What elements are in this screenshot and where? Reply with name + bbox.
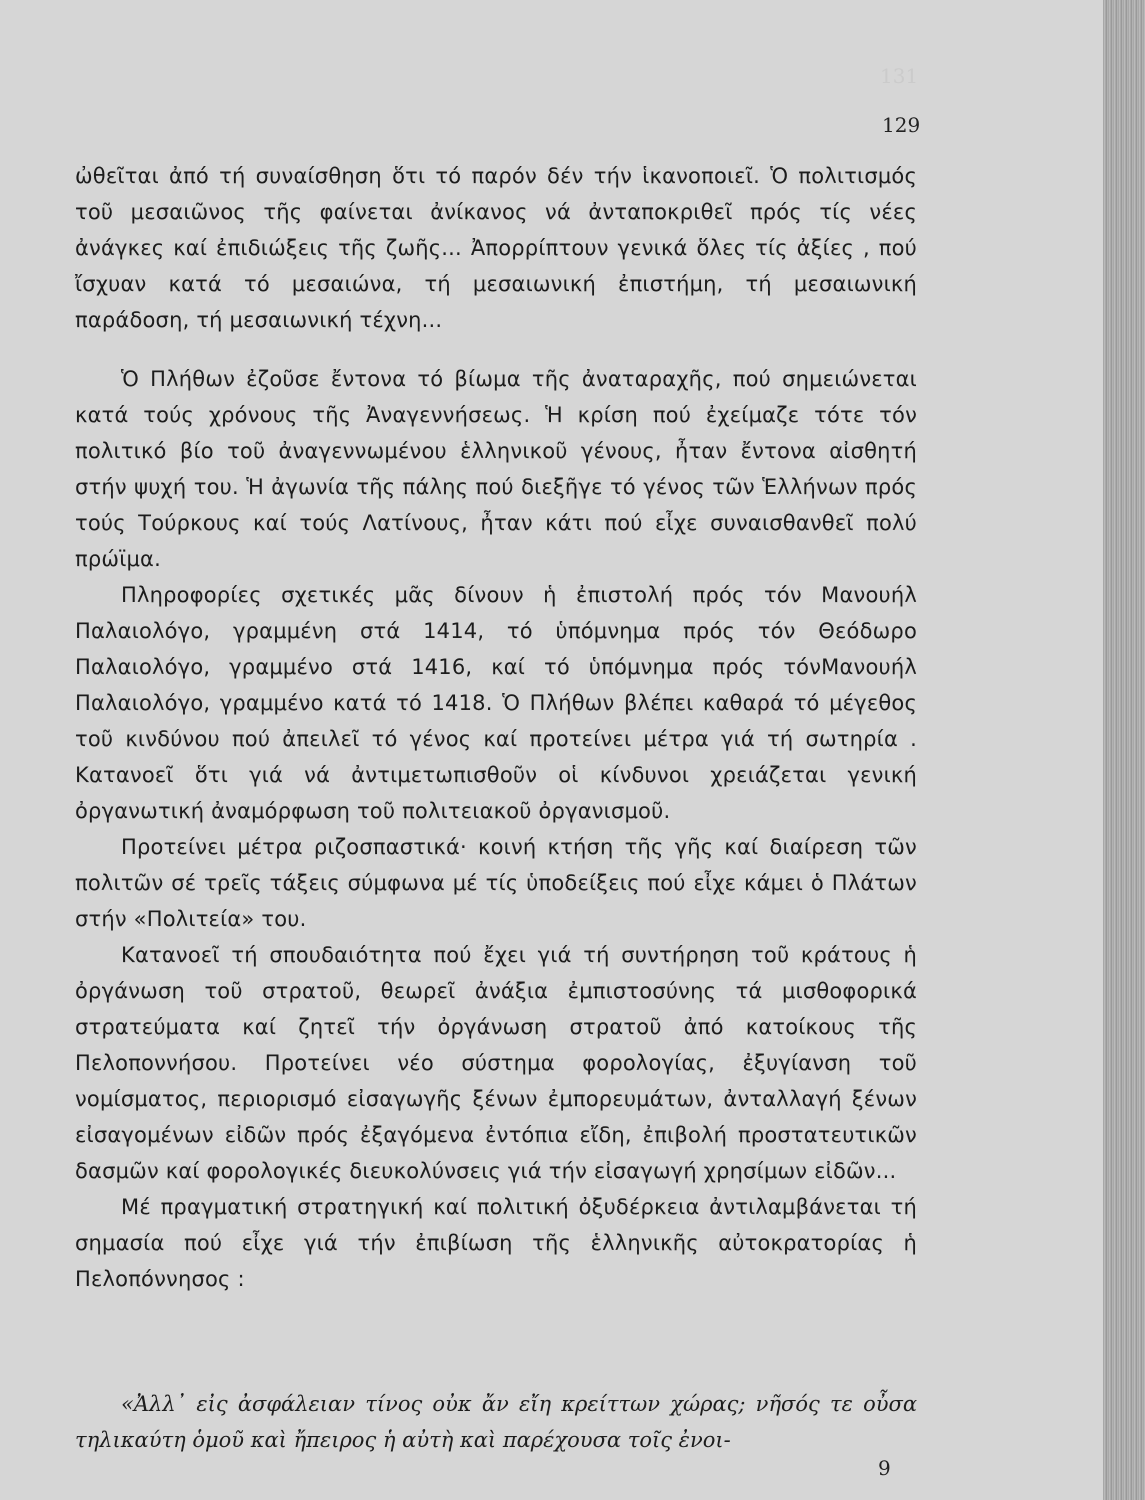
greek-quotation: «Ἀλλ᾽ εἰς ἀσφάλειαν τίνος οὐκ ἄν εἴη κρείττων χώρας; νῆσός τε οὖσα τηλικαύτη ὁμοῦ καὶ ἤπειρος ἡ αὐτὴ καὶ παρέχουσα τοῖς ἐνοι- <box>75 1392 917 1452</box>
paragraph-3: Πληροφορίες σχετικές μᾶς δίνουν ἡ ἐπιστολή πρός τόν Μανουήλ Παλαιολόγο, γραμμένη στά 1414, τό ὑπόμνημα πρός τόν Θεόδωρο Παλαιολόγο, γραμμένο στά 1416, καί τό ὑπόμνημα πρός τόνΜανουήλ Παλαιολόγο, γραμμένο κατά τό 1418. Ὁ Πλήθων βλέπει καθαρά τό μέγεθος τοῦ κινδύνου πού ἀπειλεῖ τό γένος καί προτείνει μέτρα γιά τή σωτηρία . Κατανοεῖ ὅτι γιά νά ἀντιμετωπισθοῦν οἱ κίνδυνοι χρειάζεται γενική ὀργανωτική ἀναμόρφωση τοῦ πολιτειακοῦ ὀργανισμοῦ. <box>75 583 917 823</box>
book-page-edges <box>1103 0 1145 1500</box>
paragraph-1: ὠθεῖται ἀπό τή συναίσθηση ὅτι τό παρόν δέν τήν ἱκανοποιεῖ. Ὁ πολιτισμός τοῦ μεσαιῶνος τῆς φαίνεται ἀνίκανος νά ἀνταποκριθεῖ πρός τίς νέες ἀνάγκες καί ἐπιδιώξεις τῆς ζωῆς... Ἀπορρίπτουν γενικά ὅλες τίς ἀξίες , πού ἴσχυαν κατά τό μεσαιώνα, τή μεσαιωνική ἐπιστήμη, τή μεσαιωνική παράδοση, τή μεσαιωνική τέχνη... <box>75 164 917 332</box>
paragraph-4: Προτείνει μέτρα ριζοσπαστικά· κοινή κτήση τῆς γῆς καί διαίρεση τῶν πολιτῶν σέ τρεῖς τάξεις σύμφωνα μέ τίς ὑποδείξεις πού εἶχε κάμει ὁ Πλάτων στήν «Πολιτεία» του. <box>75 835 917 931</box>
body-text <box>75 158 917 1297</box>
paragraph-5: Κατανοεῖ τή σπουδαιότητα πού ἔχει γιά τή συντήρηση τοῦ κράτους ἡ ὀργάνωση τοῦ στρατοῦ, θεωρεῖ ἀνάξια ἐμπιστοσύνης τά μισθοφορικά στρατεύματα καί ζητεῖ τήν ὀργάνωση στρατοῦ ἀπό κατοίκους τῆς Πελοποννήσου. Προτείνει νέο σύστημα φορολογίας, ἐξυγίανση τοῦ νομίσματος, περιορισμό εἰσαγωγῆς ξένων ἐμπορευμάτων, ἀνταλλαγή ξένων εἰσαγομένων εἰδῶν πρός ἐξαγόμενα ἐντόπια εἴδη, ἐπιβολή προστατευτικῶν δασμῶν καί φορολογικές διευκολύνσεις γιά τήν εἰσαγωγή χρησίμων εἰδῶν... <box>75 943 917 1183</box>
paragraph-6: Μέ πραγματική στρατηγική καί πολιτική ὀξυδέρκεια ἀντιλαμβάνεται τή σημασία πού εἶχε γιά τήν ἐπιβίωση τῆς ἑλληνικῆς αὐτοκρατορίας ἡ Πελοπόννησος : <box>75 1195 917 1291</box>
signature-mark: 9 <box>878 1456 891 1480</box>
bleed-through-page-number: 131 <box>880 64 919 88</box>
page-number: 129 <box>882 113 921 137</box>
paragraph-2: Ὁ Πλήθων ἐζοῦσε ἔντονα τό βίωμα τῆς ἀναταραχῆς, πού σημειώνεται κατά τούς χρόνους τῆς Ἀναγεννήσεως. Ἡ κρίση πού ἐχείμαζε τότε τόν πολιτικό βίο τοῦ ἀναγεννωμένου ἑλληνικοῦ γένους, ἦταν ἔντονα αἰσθητή στήν ψυχή του. Ἡ ἀγωνία τῆς πάλης πού διεξῆγε τό γένος τῶν Ἑλλήνων πρός τούς Τούρκους καί τούς Λατίνους, ἦταν κάτι πού εἶχε συναισθανθεῖ πολύ πρώϊμα. <box>75 367 917 571</box>
